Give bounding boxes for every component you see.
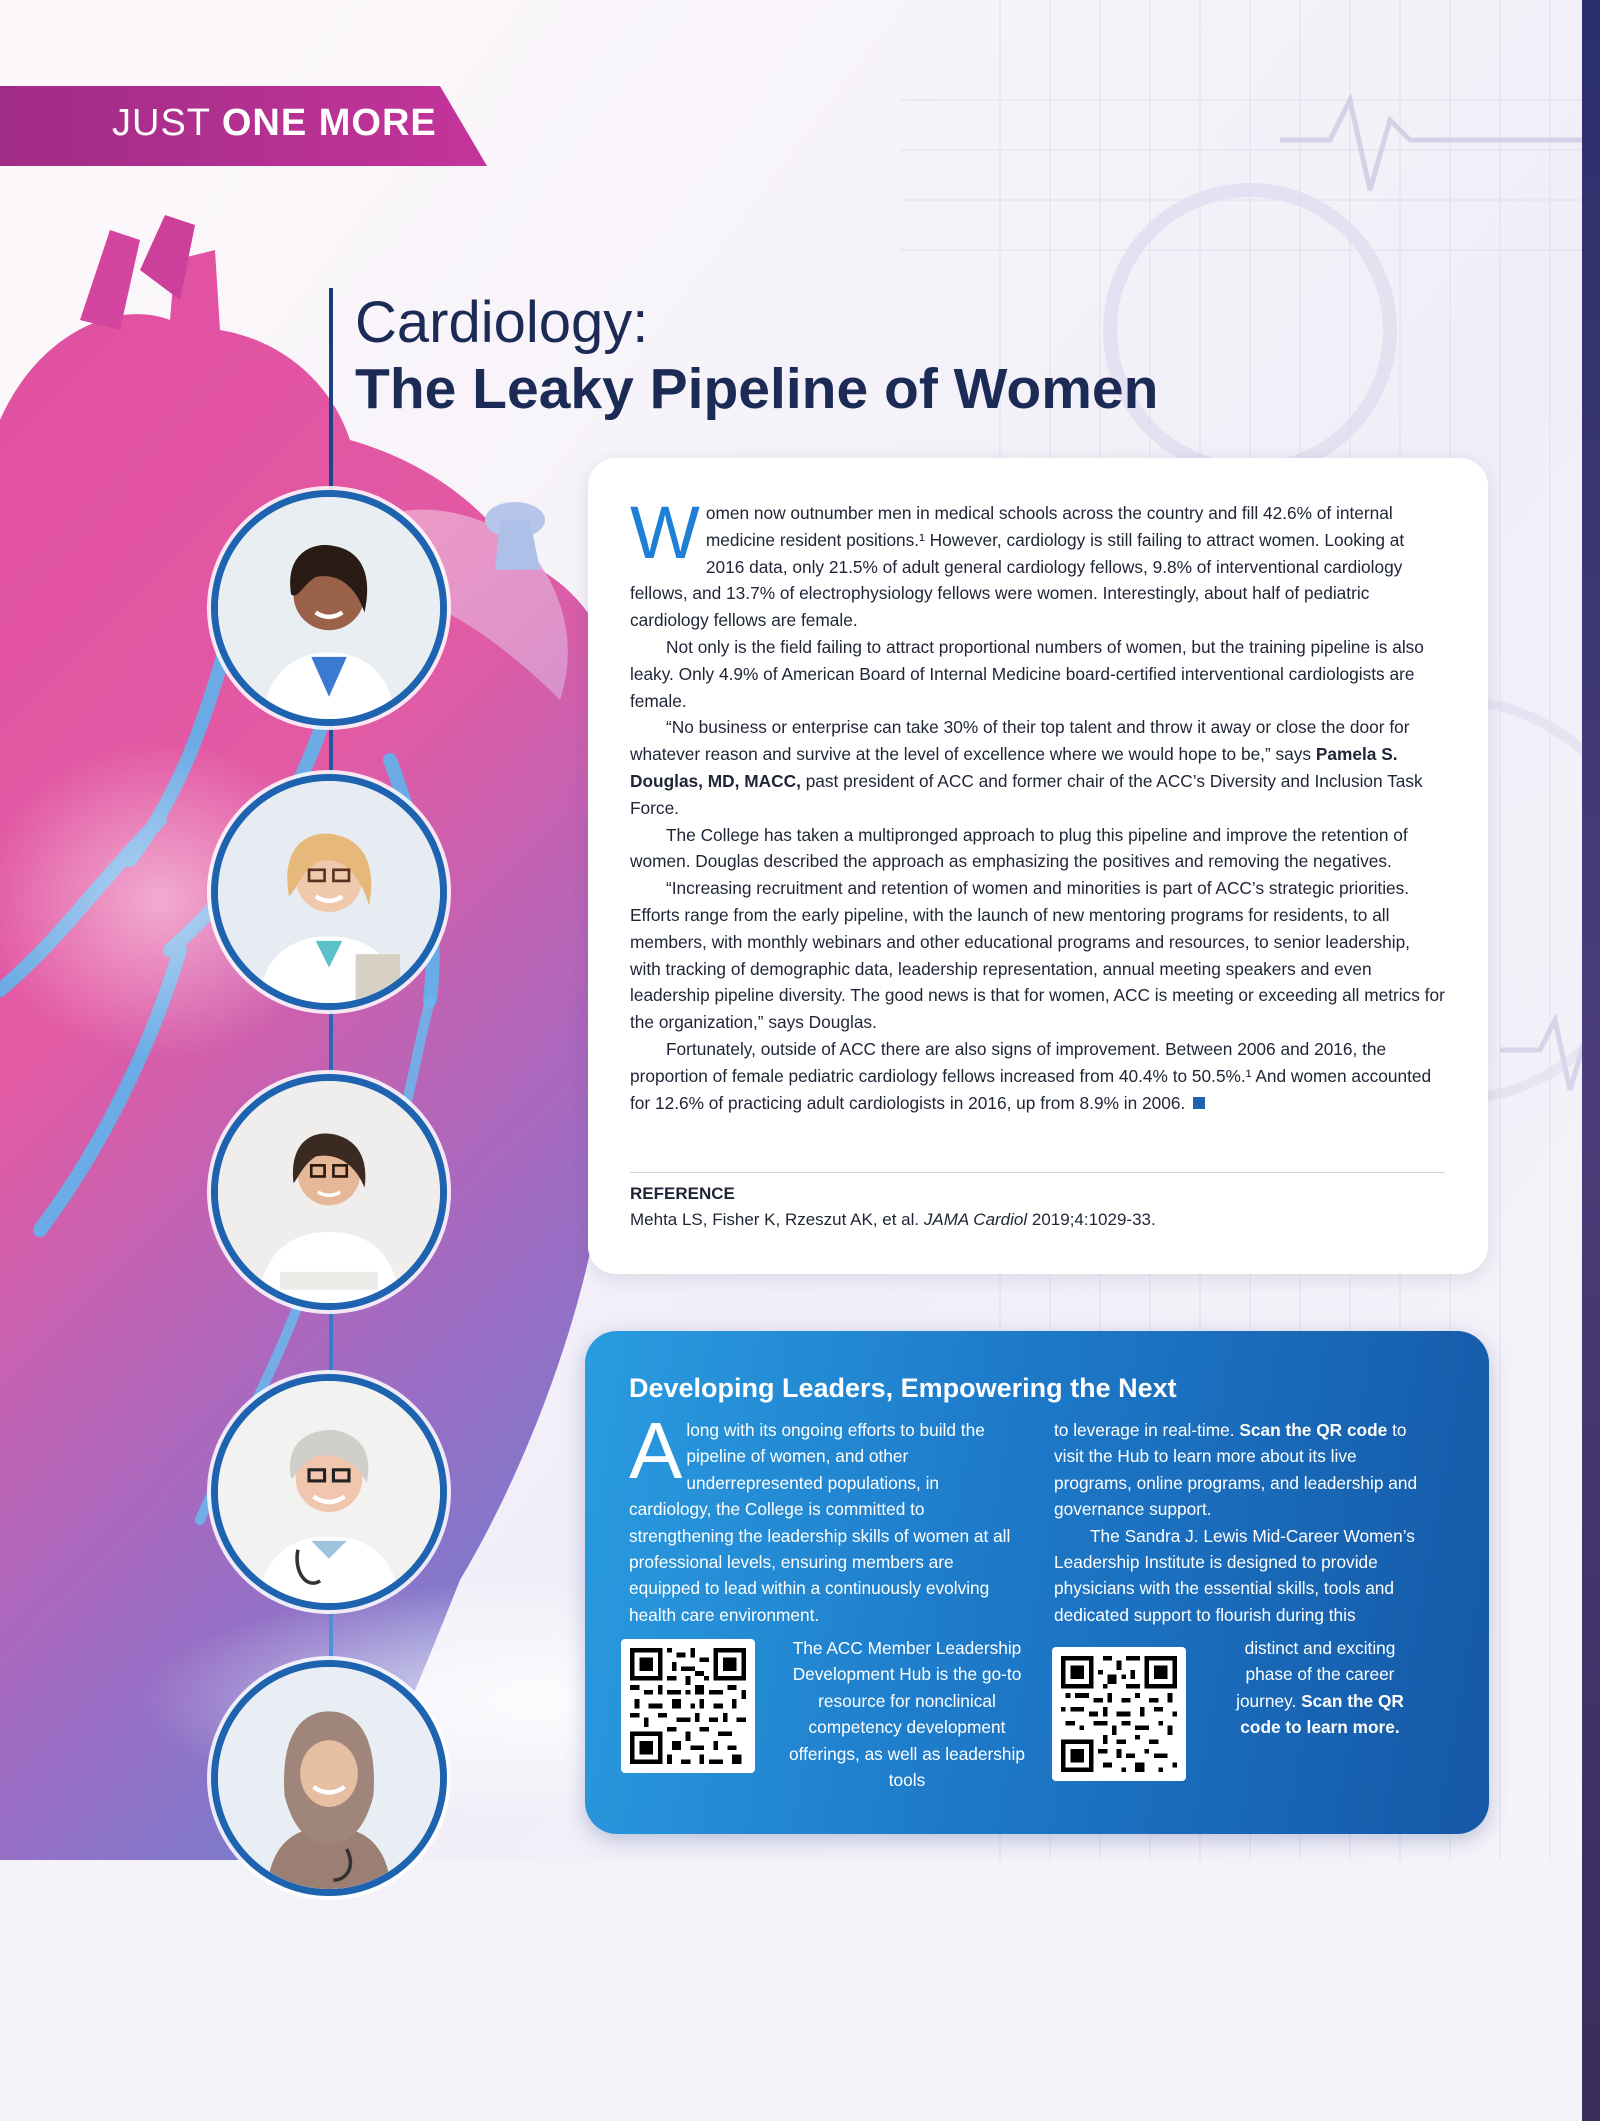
page-edge-bar — [1582, 0, 1600, 2121]
hub-qr-code[interactable] — [621, 1639, 755, 1773]
doctor-portrait-4 — [211, 1374, 447, 1610]
sidebar-title: Developing Leaders, Empowering the Next — [629, 1373, 1177, 1403]
article-body — [630, 491, 1445, 1116]
sidebar-paragraph-3: The Sandra J. Lewis Mid-Career Women’s Leadership Institute is designed to provide physicians with the essential skills, tools and dedicated support to flourish during this — [1054, 1525, 1415, 1625]
doctor-portrait-5 — [211, 1660, 447, 1896]
reference-divider — [630, 1172, 1445, 1173]
article-card — [588, 458, 1488, 1274]
reference-citation: Mehta LS, Fisher K, Rzeszut AK, et al. JAMA Cardiol 2019;4:1029-33. — [630, 1210, 1156, 1229]
sidebar-drop-cap: A — [629, 1406, 683, 1495]
paragraph-2: Not only is the field failing to attract proportional numbers of women, but the training pipeline is also leaky. Only 4.9% of American Board of Internal Medicine board-certified interventional cardiologists are female. — [630, 636, 1424, 711]
institute-qr-code[interactable] — [1052, 1647, 1186, 1781]
paragraph-4: The College has taken a multipronged approach to plug this pipeline and improve the retention of women. Douglas described the approach as emphasizing the positives and removing the negatives. — [630, 824, 1408, 872]
paragraph-5: “Increasing recruitment and retention of women and minorities is part of ACC’s strategic priorities. Efforts range from the early pipeline, with the launch of new mentoring programs for residents, to all members, with monthly webinars and other educational programs and resources, to senior leadership, with tracking of demographic data, leadership representation, annual meeting speakers and even leadership pipeline diversity. The good news is that for women, ACC is meeting or exceeding all metrics for the organization,” says Douglas. — [630, 878, 1445, 1033]
paragraph-6: Fortunately, outside of ACC there are also signs of improvement. Between 2006 and 2016, the proportion of female pediatric cardiology fellows increased from 40.4% to 50.5%.¹ And women accounted for 12.6% of practicing adult cardiologists in 2016, up from 8.9% in 2006. — [630, 1038, 1432, 1113]
doctor-portrait-1 — [211, 490, 447, 726]
section-tag — [0, 86, 487, 166]
doctor-portrait-3 — [211, 1074, 447, 1310]
drop-cap: W — [630, 491, 700, 574]
hub-description: The ACC Member Leadership Development Hub is the go-to resource for nonclinical competency development offerings, as well as leadership tools — [789, 1638, 1025, 1791]
sidebar-paragraph-2: to leverage in real-time. Scan the QR code to visit the Hub to learn more about its live programs, online programs, and leadership and governance support. — [1054, 1420, 1418, 1520]
reference-heading: REFERENCE — [630, 1184, 735, 1203]
paragraph-1: Women now outnumber men in medical schools across the country and fill 42.6% of internal medicine resident positions.¹ However, cardiology is still failing to attract women. Looking at 2016 data, only 21.5% of adult general cardiology fellows, 9.8% of interventional cardiology fellows, and 13.7% of electrophysiology fellows were women. Interestingly, about half of pediatric cardiology fellows are female. — [630, 491, 1405, 631]
title-line-1: Cardiology: — [355, 290, 649, 355]
quoted-person-name: Pamela S. Douglas, MD, MACC, — [630, 744, 1398, 791]
doctor-portrait-2 — [211, 774, 447, 1010]
institute-description: distinct and exciting phase of the career journey. Scan the QR code to learn more. — [1236, 1638, 1404, 1738]
leadership-sidebar — [585, 1331, 1489, 1834]
sidebar-paragraph-1: Along with its ongoing efforts to build the pipeline of women, and other underrepresented populations, in cardiology, the College is committed to strengthening the leadership skills of women at all professional levels, ensuring members are equipped to lead within a continuously evolving health care environment. — [629, 1406, 1011, 1625]
article-title — [355, 290, 1158, 422]
sidebar-column-right — [1054, 1417, 1424, 1628]
paragraph-3: “No business or enterprise can take 30% of their top talent and throw it away or close the door for whatever reason and survive at the level of excellence where we would hope to be,” says Pamela S. Douglas, MD, MACC, past president of ACC and former chair of the ACC’s Diversity and Inclusion Task Force. — [630, 717, 1423, 818]
sidebar-column-left — [629, 1406, 1021, 1628]
title-line-2: The Leaky Pipeline of Women — [355, 357, 1159, 421]
section-tag-label: JUST ONE MORE — [112, 102, 437, 144]
end-mark-icon — [1193, 1097, 1205, 1109]
